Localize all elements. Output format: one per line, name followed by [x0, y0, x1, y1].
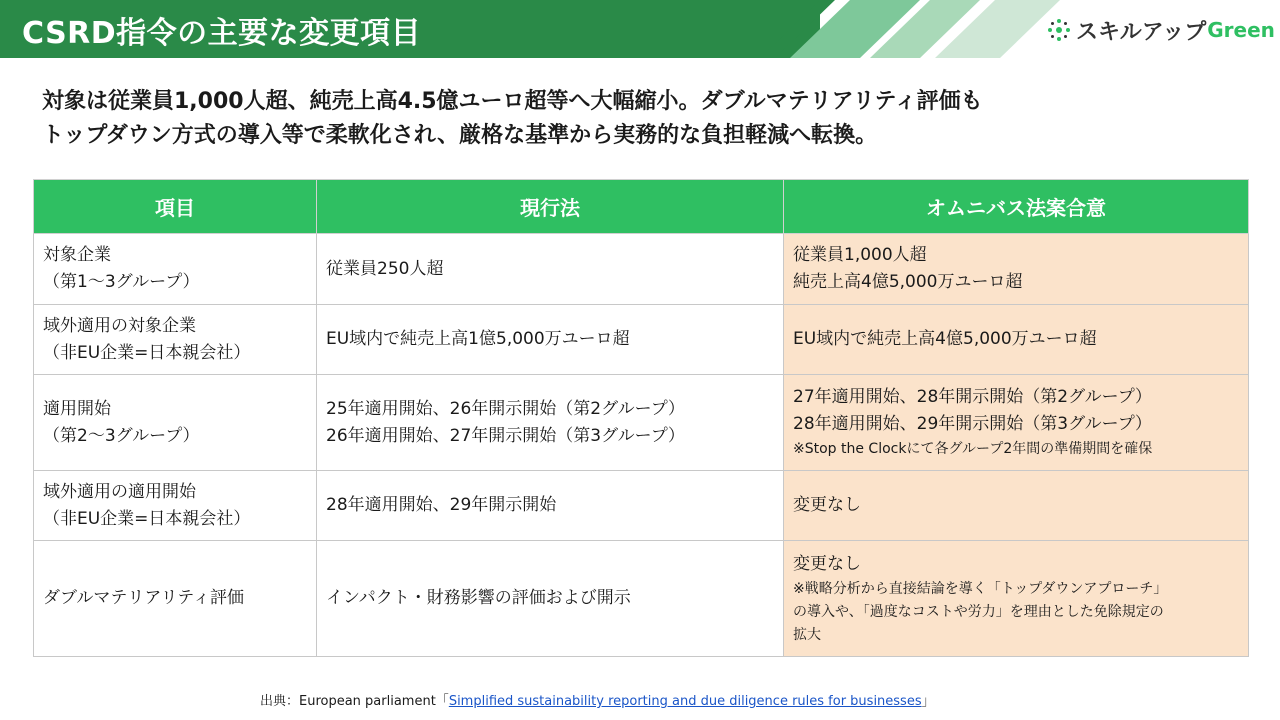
table-row	[34, 305, 1249, 375]
cell-text: （非EU企業=日本親会社）	[43, 508, 251, 529]
comparison-table	[33, 179, 1249, 657]
decorative-stripes	[760, 0, 1060, 58]
column-header-item: 項目	[34, 180, 317, 234]
brand-logo[interactable]	[1046, 14, 1275, 46]
cell-current	[317, 305, 784, 375]
cell-current	[317, 541, 784, 657]
table-row	[34, 375, 1249, 471]
header	[0, 0, 1280, 58]
cell-item	[34, 305, 317, 375]
cell-text: 変更なし	[793, 553, 861, 574]
summary-line: トップダウン方式の導入等で柔軟化され、厳格な基準から実務的な負担軽減へ転換。	[42, 123, 878, 148]
cell-text: 対象企業	[43, 245, 111, 265]
cell-text: ダブルマテリアリティ評価	[43, 588, 244, 608]
cell-text: 28年適用開始、29年開示開始	[326, 495, 557, 515]
cell-text: （第2〜3グループ）	[43, 425, 200, 446]
cell-text: EU域内で純売上高4億5,000万ユーロ超	[793, 329, 1097, 349]
cell-item	[34, 471, 317, 541]
table-row	[34, 234, 1249, 305]
cell-text: 26年適用開始、27年開示開始（第3グループ）	[326, 425, 685, 446]
summary-text	[42, 85, 1242, 153]
cell-note: ※戦略分析から直接結論を導く「トップダウンアプローチ」	[793, 580, 1168, 597]
table-header-row	[34, 180, 1249, 234]
cell-text: 27年適用開始、28年開示開始（第2グループ）	[793, 387, 1152, 407]
logo-accent-text: Green	[1207, 18, 1275, 42]
source-suffix: 」	[921, 694, 935, 709]
page-title: CSRD指令の主要な変更項目	[22, 16, 422, 51]
logo-text: スキルアップ	[1076, 19, 1207, 45]
table-row	[34, 471, 1249, 541]
cell-omnibus	[784, 471, 1249, 541]
cell-text: 従業員250人超	[326, 258, 444, 279]
cell-text: （非EU企業=日本親会社）	[43, 342, 251, 363]
sparkle-icon	[1046, 17, 1072, 43]
cell-text: 従業員1,000人超	[793, 245, 927, 265]
cell-omnibus	[784, 305, 1249, 375]
cell-text: EU域内で純売上高1億5,000万ユーロ超	[326, 329, 630, 349]
cell-current	[317, 375, 784, 471]
summary-line: 対象は従業員1,000人超、純売上高4.5億ユーロ超等へ大幅縮小。ダブルマテリアリティ評価も	[42, 89, 983, 114]
table-row	[34, 541, 1249, 657]
cell-current	[317, 471, 784, 541]
cell-note: の導入や、「過度なコストや労力」を理由とした免除規定の	[793, 603, 1164, 620]
cell-note: 拡大	[793, 626, 821, 643]
cell-item	[34, 375, 317, 471]
cell-note: ※Stop the Clockにて各グループ2年間の準備期間を確保	[793, 441, 1153, 457]
cell-omnibus	[784, 541, 1249, 657]
cell-current	[317, 234, 784, 305]
cell-item	[34, 234, 317, 305]
cell-item	[34, 541, 317, 657]
source-link[interactable]: Simplified sustainability reporting and due diligence rules for businesses	[448, 694, 922, 709]
column-header-omnibus: オムニバス法案合意	[784, 180, 1249, 234]
source-citation	[260, 690, 935, 709]
cell-text: 25年適用開始、26年開示開始（第2グループ）	[326, 398, 685, 419]
cell-text: 域外適用の適用開始	[43, 481, 196, 502]
cell-text: 28年適用開始、29年開示開始（第3グループ）	[793, 414, 1152, 434]
column-header-current-law: 現行法	[317, 180, 784, 234]
cell-text: 変更なし	[793, 495, 861, 515]
cell-omnibus	[784, 234, 1249, 305]
cell-text: 適用開始	[43, 398, 111, 419]
cell-text: （第1〜3グループ）	[43, 272, 200, 292]
cell-text: 域外適用の対象企業	[43, 315, 196, 336]
source-prefix: 出典：European parliament「	[260, 694, 449, 709]
cell-text: 純売上高4億5,000万ユーロ超	[793, 272, 1023, 292]
cell-omnibus	[784, 375, 1249, 471]
cell-text: インパクト・財務影響の評価および開示	[326, 588, 631, 608]
